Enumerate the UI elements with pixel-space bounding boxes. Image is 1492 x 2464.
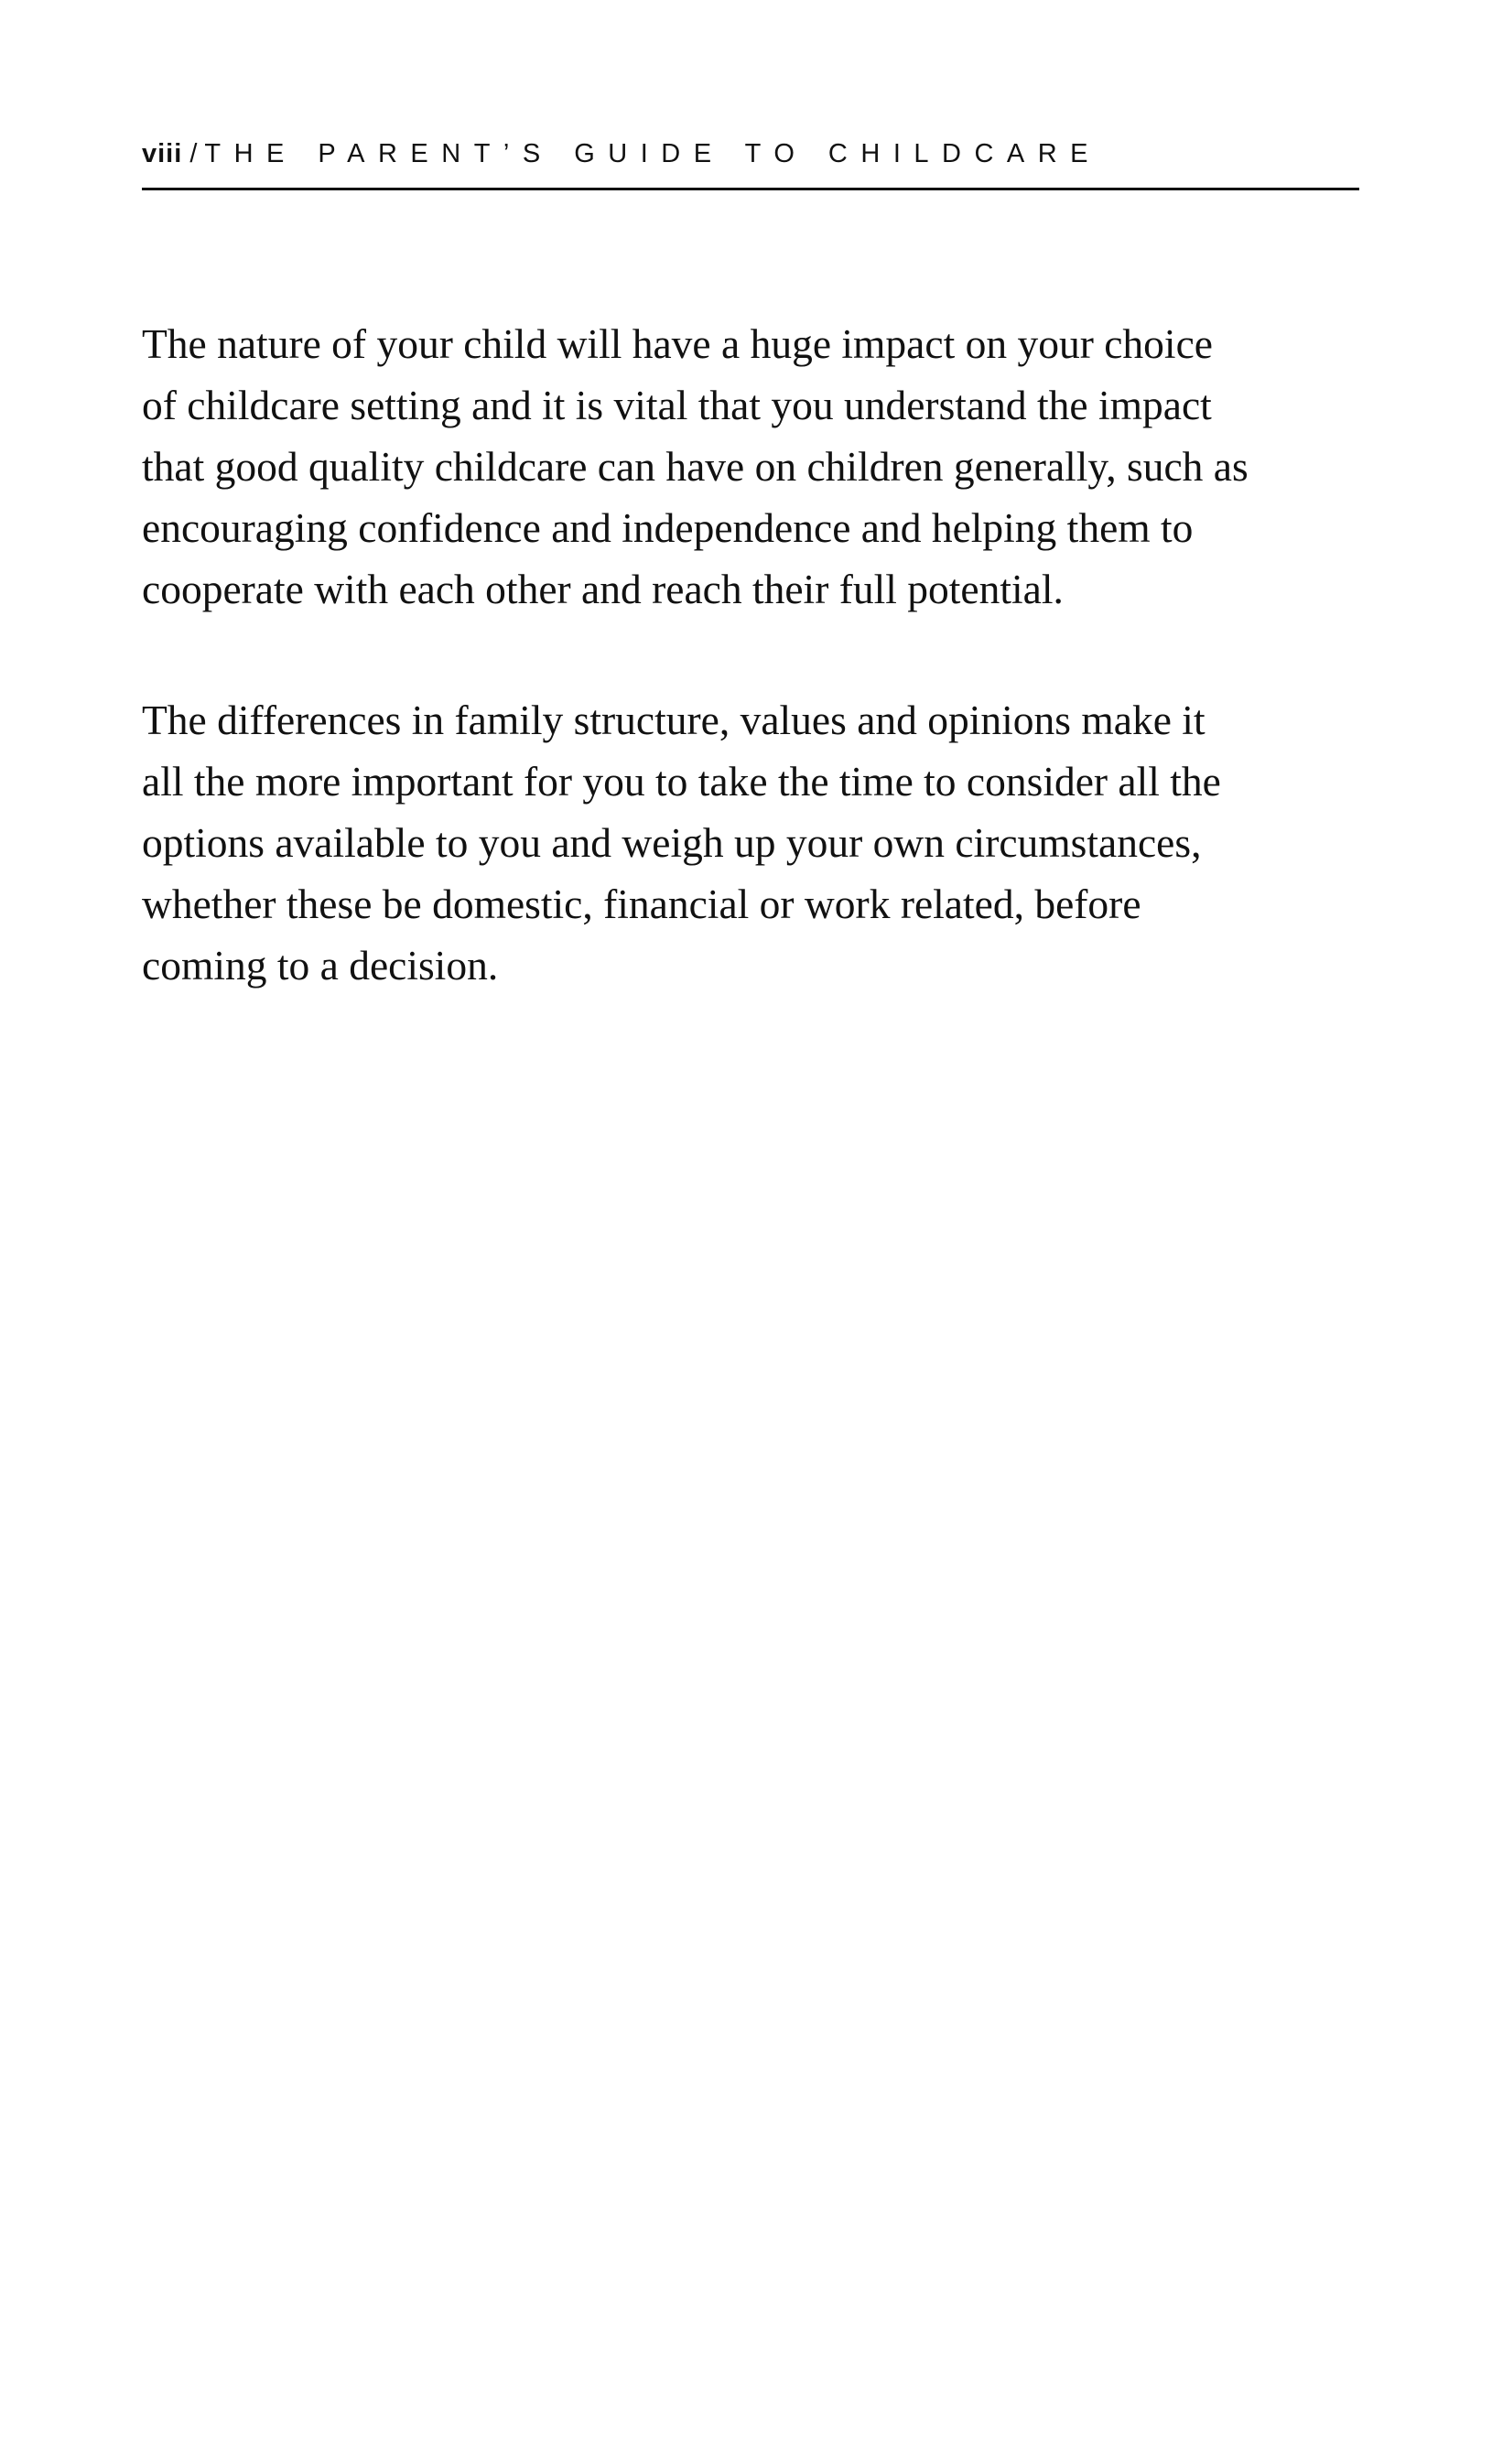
text-line: The nature of your child will have a huge impact on your choice — [142, 320, 1213, 367]
text-line: of childcare setting and it is vital that you understand the impact — [142, 382, 1212, 428]
text-line: whether these be domestic, financial or work related, before — [142, 881, 1141, 927]
page-number: viii — [142, 139, 183, 168]
paragraph-1 — [142, 313, 1373, 620]
header-rule — [142, 188, 1359, 190]
text-line: options available to you and weigh up your own circumstances, — [142, 819, 1202, 866]
book-title: THE PARENT’S GUIDE TO CHILDCARE — [204, 139, 1102, 168]
text-line: all the more important for you to take the time to consider all the — [142, 758, 1221, 805]
body-text — [142, 313, 1373, 1065]
running-head-separator: / — [189, 139, 205, 168]
text-line: coming to a decision. — [142, 942, 499, 989]
text-line: cooperate with each other and reach their full potential. — [142, 566, 1064, 612]
text-line: encouraging confidence and independence and helping them to — [142, 504, 1194, 551]
paragraph-2 — [142, 689, 1373, 996]
running-head — [142, 137, 1359, 192]
text-line: The differences in family structure, values and opinions make it — [142, 697, 1205, 743]
text-line: that good quality childcare can have on children generally, such as — [142, 443, 1249, 490]
